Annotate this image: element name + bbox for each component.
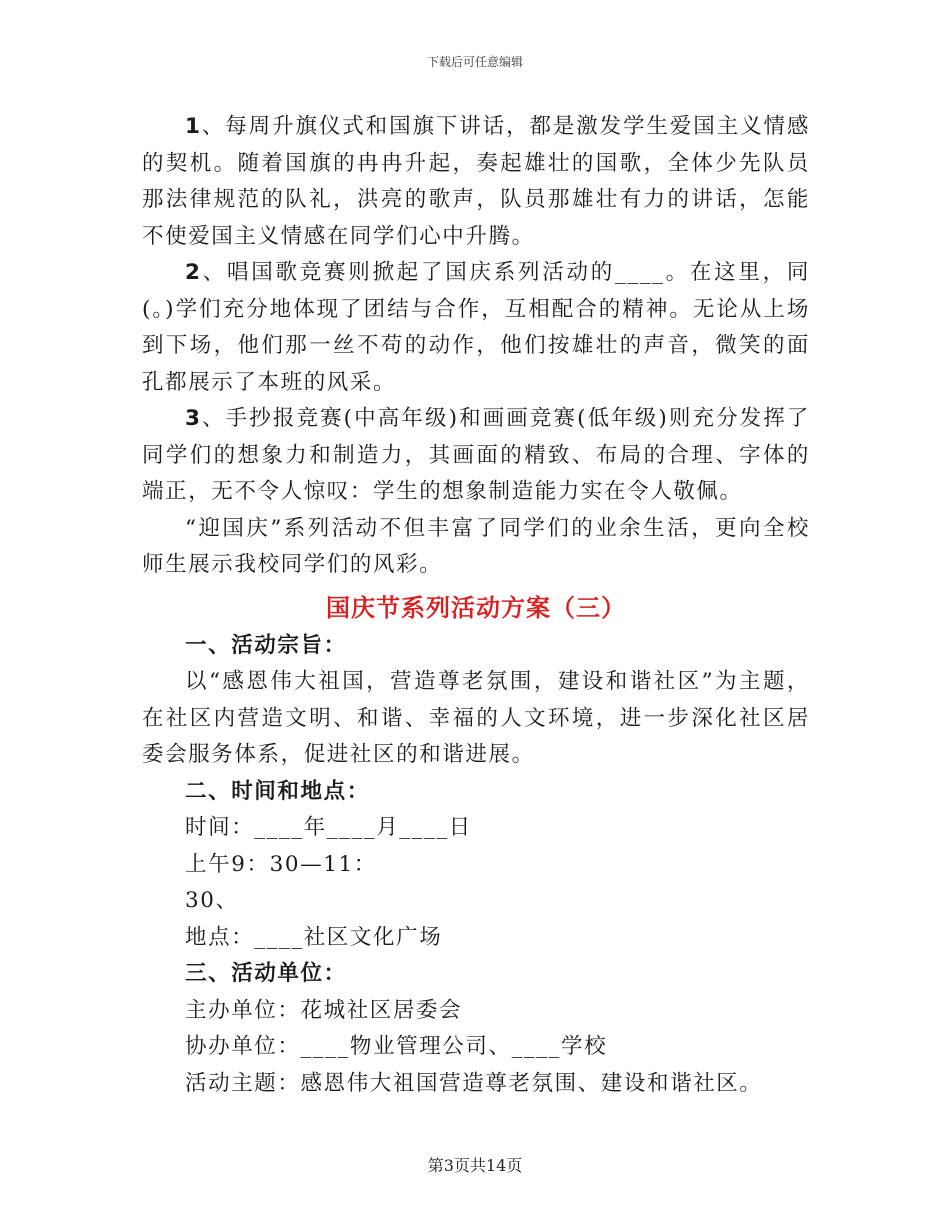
section-title: 国庆节系列活动方案（三）	[326, 592, 626, 622]
list-number: 2	[185, 260, 202, 285]
purpose-paragraph: 以“感恩伟大祖国，营造尊老氛围，建设和谐社区”为主题，在社区内营造文明、和谐、幸福的人文环境，进一步深化社区居委会服务体系，促进社区的和谐进展。	[142, 669, 810, 767]
paragraph-text: 、每周升旗仪式和国旗下讲话，都是激发学生爱国主义情感的契机。随着国旗的冉冉升起，奏起雄壮的国歌，全体少先队员那法律规范的队礼，洪亮的歌声，队员那雄壮有力的讲话，怎能不使爱国主义情感在同学们心中升腾。	[142, 114, 810, 249]
document-body	[142, 109, 810, 1102]
time-range-continued: 30、	[185, 888, 239, 913]
list-number: 3	[185, 406, 202, 431]
paragraph-4: “迎国庆”系列活动不但丰富了同学们的业余生活，更向全校师生展示我校同学们的风彩。	[142, 515, 810, 577]
theme-line: 活动主题：感恩伟大祖国营造尊老氛围、建设和谐社区。	[185, 1070, 763, 1096]
page-header: 下载后可任意编辑	[426, 55, 523, 69]
heading-time-place: 二、时间和地点：	[185, 778, 370, 804]
paragraph-1	[142, 109, 810, 255]
time-line: 时间：____年____月____日	[185, 815, 472, 840]
list-number: 1	[185, 114, 202, 139]
time-range-line: 上午9：30—11：	[185, 851, 377, 877]
paragraph-3	[142, 401, 810, 511]
co-host-line: 协办单位：____物业管理公司、____学校	[185, 1034, 608, 1059]
heading-organizers: 三、活动单位：	[185, 961, 347, 986]
page-footer: 第3页共14页	[427, 1156, 523, 1175]
place-line: 地点：____社区文化广场	[185, 924, 443, 950]
host-line: 主办单位：花城社区居委会	[185, 997, 463, 1023]
paragraph-text: 、手抄报竞赛(中高年级)和画画竞赛(低年级)则充分发挥了同学们的想象力和制造力，其画面的精致、布局的合理、字体的端正，无不令人惊叹：学生的想象制造能力实在令人敬佩。	[142, 406, 810, 504]
paragraph-2	[142, 255, 810, 401]
heading-purpose: 一、活动宗旨：	[185, 632, 347, 658]
paragraph-text: 、唱国歌竞赛则掀起了国庆系列活动的____。在这里，同(。)学们充分地体现了团结与合作，互相配合的精神。无论从上场到下场，他们那一丝不苟的动作，他们按雄壮的声音，微笑的面孔都展示了本班的风采。	[142, 260, 810, 395]
